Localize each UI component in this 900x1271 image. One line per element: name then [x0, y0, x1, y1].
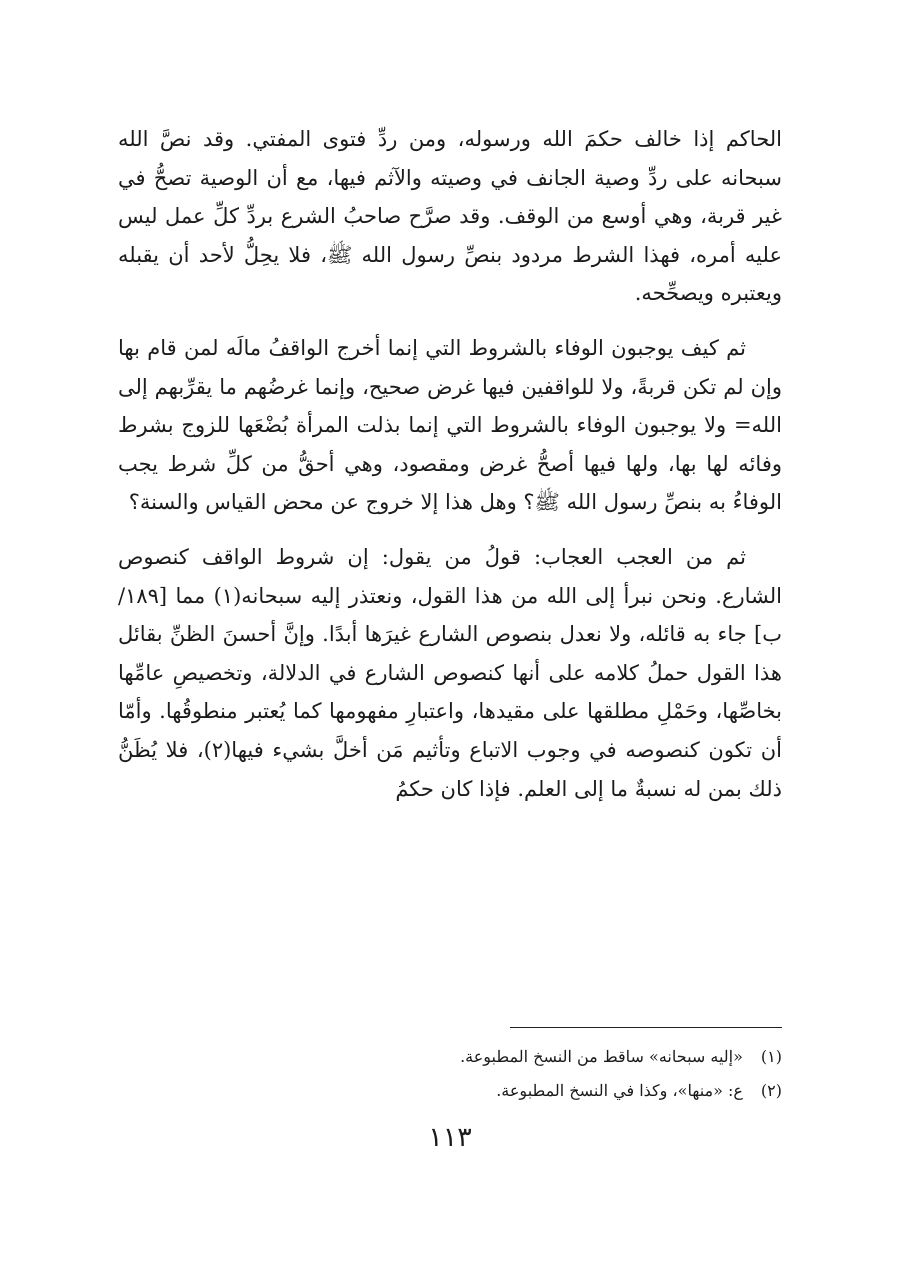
footnotes [300, 1040, 782, 1108]
footnote-separator [510, 1027, 782, 1028]
main-text [118, 120, 782, 824]
footnote-text: «إليه سبحانه» ساقط من النسخ المطبوعة. [460, 1047, 743, 1066]
footnote-2 [300, 1074, 782, 1108]
paragraph-2: ثم كيف يوجبون الوفاء بالشروط التي إنما أخرج الواقفُ مالَه لمن قام بها وإن لم تكن قربةً، ولا للواقفين فيها غرض صحيح، وإنما غرضُهم ما يقرِّبهم إلى الله= ولا يوجبون الوفاء بالشروط التي إنما بذلت المرأة بُضْعَها للزوج بشرط وفائه لها بها، ولها فيها أصحُّ غرض ومقصود، وهي أحقُّ من كلِّ شرط يجب الوفاءُ به بنصِّ رسول الله ﷺ؟ وهل هذا إلا خروج عن محض القياس والسنة؟ [118, 335, 782, 515]
footnote-1 [300, 1040, 782, 1074]
paragraph-1: الحاكم إذا خالف حكمَ الله ورسوله، ومن ردِّ فتوى المفتي. وقد نصَّ الله سبحانه على ردِّ وصية الجانف في وصيته والآثم فيها، مع أن الوصية تصحُّ في غير قربة، وهي أوسع من الوقف. وقد صرَّح صاحبُ الشرع بردِّ كلِّ عمل ليس عليه أمره، فهذا الشرط مردود بنصِّ رسول الله ﷺ، فلا يحِلُّ لأحد أن يقبله ويعتبره ويصحِّحه. [118, 127, 782, 306]
footnote-number: (١) [760, 1047, 782, 1066]
page-number: ١١٣ [428, 1122, 472, 1153]
footnote-text: ع: «منها»، وكذا في النسخ المطبوعة. [496, 1081, 743, 1100]
footnote-number: (٢) [760, 1081, 782, 1100]
paragraph-3: ثم من العجب العجاب: قولُ من يقول: إن شروط الواقف كنصوص الشارع. ونحن نبرأ إلى الله من هذا القول، ونعتذر إليه سبحانه(١) مما [١٨٩/ ب] جاء به قائله، ولا نعدل بنصوص الشارع غيرَها أبدًا. وإنَّ أحسنَ الظنِّ بقائل هذا القول حملُ كلامه على أنها كنصوص الشارع في الدلالة، وتخصيصِ عامِّها بخاصِّها، وحَمْلِ مطلقها على مقيدها، واعتبارِ مفهومها كما يُعتبر منطوقُها. وأمّا أن تكون كنصوصه في وجوب الاتباع وتأثيم مَن أخلَّ بشيء فيها(٢)، فلا يُظَنُّ ذلك بمن له نسبةٌ ما إلى العلم. فإذا كان حكمُ [118, 544, 783, 801]
